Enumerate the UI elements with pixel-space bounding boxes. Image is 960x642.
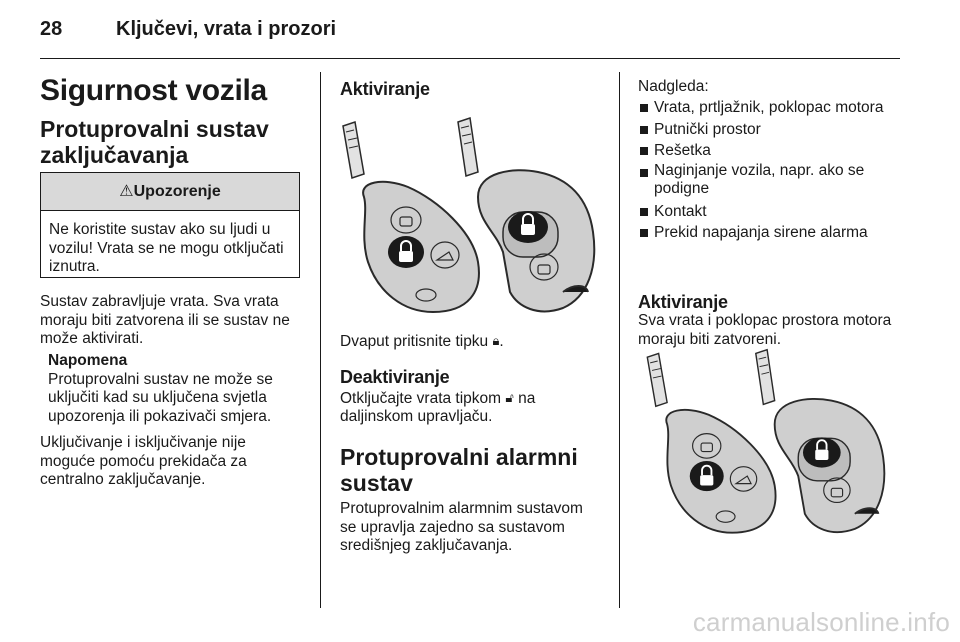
text: na	[518, 390, 536, 407]
alarm-title-line: Protuprovalni alarmni	[340, 444, 578, 470]
paragraph	[638, 290, 903, 349]
note-label: Napomena	[48, 352, 128, 369]
text-line: centralno zaključavanje.	[40, 471, 206, 488]
heading-activation: Aktiviranje	[638, 292, 728, 312]
warning-triangle-icon: ⚠	[119, 183, 134, 200]
text: podigne	[654, 179, 710, 197]
text-line: Uključivanje i isključivanje nije	[40, 434, 246, 451]
text-line: središnjeg zaključavanja.	[340, 537, 513, 554]
warning-box	[40, 172, 300, 278]
key-fob-front	[647, 353, 775, 532]
list-item: Kontakt	[639, 201, 901, 223]
watermark-link[interactable]: carmanualsonline.info	[692, 607, 950, 637]
warning-line: iznutra.	[49, 258, 100, 275]
list-item: Vrata, prtljažnik, poklopac motora	[639, 97, 901, 119]
heading-activation: Aktiviranje	[340, 79, 430, 99]
subtitle-line: Protuprovalni sustav	[40, 116, 269, 142]
key-fob-illustration	[636, 344, 902, 544]
paragraph	[40, 293, 315, 349]
header-rule	[40, 58, 900, 59]
list-item: Prekid napajanja sirene alarma	[639, 222, 901, 244]
text-line: moguće pomoću prekidača za	[40, 452, 247, 470]
column-divider	[619, 72, 620, 608]
key-fob-front	[343, 122, 479, 312]
deactivation-line	[340, 389, 535, 409]
press-text: Dvaput pritisnite tipku	[340, 333, 489, 350]
subtitle-line: zaključavanja	[40, 142, 189, 168]
text-line: uključiti kad su uključena svjetla	[48, 389, 267, 406]
text-line: se upravlja zajedno sa sustavom	[340, 518, 565, 536]
text-line: moraju biti zatvoreni.	[638, 330, 782, 348]
text-line: može aktivirati.	[40, 330, 144, 347]
text-line: upozorenja ili pokazivači smjera.	[48, 407, 272, 425]
text-line: Protuprovalnim alarmnim sustavom	[340, 500, 583, 517]
list-item	[639, 162, 901, 198]
lock-closed-icon: 🔒︎	[492, 333, 500, 348]
text-line: moraju biti zatvorena ili se sustav ne	[40, 311, 290, 329]
press-instruction	[340, 332, 504, 352]
text-line: Sva vrata i poklopac prostora motora	[638, 312, 892, 329]
paragraph	[340, 500, 615, 556]
press-end: .	[499, 333, 504, 350]
warning-line: Ne koristite sustav ako su ljudi u	[49, 221, 271, 238]
column-divider	[320, 72, 321, 608]
heading-deactivation: Deaktiviranje	[340, 367, 450, 387]
warning-heading: Upozorenje	[133, 183, 221, 200]
lock-open-icon: 🔓︎	[505, 390, 514, 405]
key-fob-illustration	[338, 112, 606, 324]
warning-line: vozilu! Vrata se ne mogu otključati	[49, 239, 284, 257]
text: Otključajte vrata tipkom	[340, 390, 502, 407]
monitors-label: Nadgleda:	[638, 78, 709, 95]
note	[48, 352, 316, 426]
page-number: 28	[40, 18, 63, 40]
text-line: Protuprovalni sustav ne može se	[48, 370, 273, 388]
deactivation-line: daljinskom upravljaču.	[340, 408, 493, 425]
text: Naginjanje vozila, napr. ako se	[654, 161, 865, 179]
alarm-title-line: sustav	[340, 470, 413, 496]
section-title: Sigurnost vozila	[40, 74, 267, 107]
monitors-list	[639, 97, 901, 244]
list-item: Rešetka	[639, 140, 901, 162]
paragraph	[40, 434, 315, 490]
warning-header	[41, 173, 299, 211]
list-item: Putnički prostor	[639, 119, 901, 141]
text-line: Sustav zabravljuje vrata. Sva vrata	[40, 293, 279, 310]
header-title: Ključevi, vrata i prozori	[116, 18, 337, 40]
warning-body	[41, 211, 299, 277]
